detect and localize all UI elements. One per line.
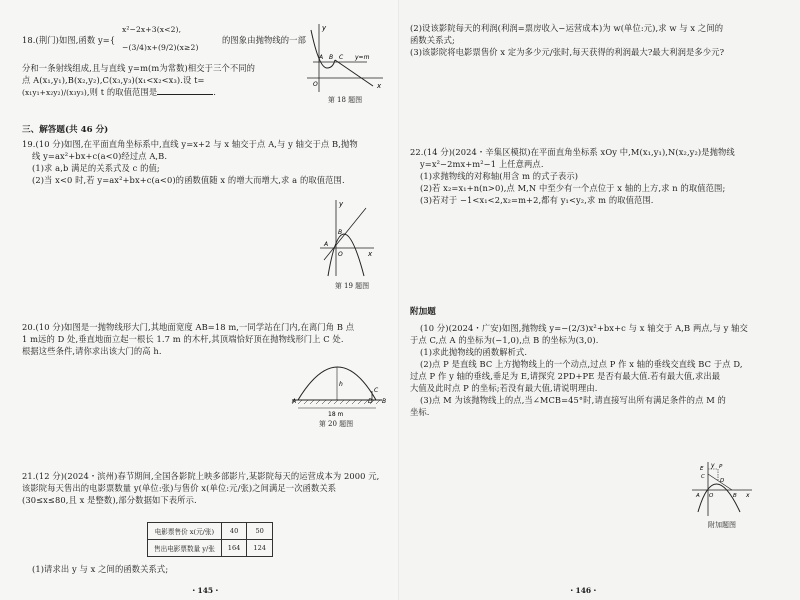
table-row	[148, 540, 273, 557]
label-c: C	[339, 54, 344, 61]
q18-caption: 第 18 题图	[327, 96, 363, 104]
right-page	[400, 0, 800, 600]
q18-intro-end: 的图象由抛物线的一部	[222, 35, 306, 45]
extra-title: 附加题	[410, 307, 436, 317]
q21-part3: (3)该影院将电影票售价 x 定为多少元/张时,每天获得的利润最大?最大利润是多少元?	[410, 47, 725, 58]
label-o: O	[338, 251, 343, 258]
q18-figure	[305, 22, 385, 94]
table-row	[148, 523, 273, 540]
q22-line4: (2)若 x₂=x₁+n(n>0),点 M,N 中至少有一个点位于 x 轴的上方,求 n 的取值范围;	[420, 183, 726, 194]
extra-line7: (3)点 M 为该抛物线上的点,当∠MCB=45°时,请直接写出所有满足条件的点 M 的	[420, 395, 726, 406]
q18-line2: 分和一条射线组成,且与直线 y=m(m为常数)相交于三个不同的	[22, 63, 256, 73]
q21-line1: 21.(12 分)(2024・滨州)春节期间,全国各影院上映多部影片,某影院每天的运营成本为 2000 元,	[22, 471, 380, 481]
q19-line2: 线 y=ax²+bx+c(a<0)经过点 A,B.	[32, 151, 168, 162]
extra-line6: 大值及此时点 P 的坐标;若没有最大值,请说明理由.	[410, 383, 598, 394]
q22-line3: (1)求抛物线的对称轴(用含 m 的式子表示)	[420, 171, 579, 182]
q22-line1: 22.(14 分)(2024・辛集区模拟)在平面直角坐标系 xOy 中,M(x₁,y₁),N(x₂,y₂)是抛物线	[410, 147, 735, 157]
extra-line8: 坐标.	[410, 407, 430, 418]
label-a: A	[324, 241, 329, 248]
question-21	[22, 470, 392, 506]
label-d: D	[720, 478, 725, 484]
extra-question	[410, 322, 790, 418]
extra-figure	[690, 460, 754, 518]
q21-part2-line1: (2)设该影院每天的利润(利润=票房收入−运营成本)为 w(单位:元),求 w 与 x 之间的	[410, 23, 724, 33]
label-y: y	[322, 24, 327, 32]
q18-intro: 18.(荆门)如图,函数 y={	[22, 35, 116, 45]
label-d: D	[368, 398, 373, 405]
ray	[335, 60, 373, 86]
label-b: B	[733, 493, 737, 499]
q20-caption: 第 20 题图	[318, 420, 354, 428]
label-a: A	[319, 54, 324, 61]
label-x: x	[368, 250, 373, 258]
q20-line2: 1 m远的 D 处,垂直地面立起一根长 1.7 m 的木杆,其顶端恰好顶在抛物线形门上 C 处.	[22, 334, 344, 345]
table-cell: 40	[221, 523, 247, 540]
ground-hatch	[292, 400, 380, 404]
q19-line1: 19.(10 分)如图,在平面直角坐标系中,直线 y=x+2 与 x 轴交于点 A,与 y 轴交于点 B,抛物	[22, 139, 358, 149]
table-cell: 124	[247, 540, 273, 557]
q21-line3: (30≤x≤80,且 x 是整数),部分数据如下表所示.	[22, 495, 197, 506]
q21-line2: 该影院每天售出的电影票数量 y(单位:张)与售价 x(单位:元/张)之间满足一次函数关系	[22, 483, 337, 494]
q20-line1: 20.(10 分)如图是一抛物线形大门,其地面宽度 AB=18 m,一同学站在门内,在离门角 B 点	[22, 322, 355, 332]
q19-line4: (2)当 x<0 时,若 y=ax²+bx+c(a<0)的函数值随 x 的增大而增大,求 a 的取值范围.	[32, 175, 345, 186]
label-c: C	[701, 474, 705, 480]
question-21-continued	[410, 22, 790, 58]
label-y: y	[711, 462, 715, 469]
q21-part1: (1)请求出 y 与 x 之间的函数关系式;	[32, 564, 169, 574]
label-y-m: y=m	[355, 54, 370, 61]
q19-figure	[318, 198, 376, 278]
label-c: C	[374, 387, 379, 394]
q20-figure	[282, 360, 390, 418]
q18-fraction: (x₁y₁+x₂y₂)/(x₃y₃)	[22, 88, 87, 98]
q18-piece-1: x²−2x+3(x<2),	[122, 25, 182, 34]
answer-blank	[157, 87, 213, 95]
label-h: h	[339, 381, 343, 388]
q22-line5: (3)若对于 −1<x₁<2,x₂=m+2,都有 y₁<y₂,求 m 的取值范围.	[420, 195, 654, 206]
label-a: A	[696, 493, 700, 499]
q18-piece-2: −(3/4)x+(9/2)(x≥2)	[122, 43, 199, 52]
label-b: B	[382, 398, 387, 405]
question-20	[22, 321, 392, 357]
page-number-left: ・145・	[190, 586, 221, 595]
table-cell: 164	[221, 540, 247, 557]
row-label-quantity: 售出电影票数量 y/张	[148, 540, 222, 557]
q19-line3: (1)求 a,b 满足的关系式及 c 的值;	[32, 163, 160, 174]
label-b: B	[329, 54, 334, 61]
extra-line3: (1)求此抛物线的函数解析式.	[420, 347, 528, 358]
q22-line2: y=x²−2mx+m²−1 上任意两点.	[420, 159, 544, 170]
extra-line4: (2)点 P 是直线 BC 上方抛物线上的一个动点,过点 P 作 x 轴的垂线交直线 BC 于点 D,	[420, 359, 743, 370]
question-19	[22, 138, 392, 186]
extra-line2: 于点 C,点 A 的坐标为(−1,0),点 B 的坐标为(3,0).	[410, 335, 599, 346]
section-title: 三、解答题(共 46 分)	[22, 125, 109, 135]
label-p: P	[719, 464, 723, 470]
line-y-x-2	[324, 208, 366, 260]
question-22	[410, 146, 790, 206]
extra-line5: 过点 P 作 y 轴的垂线,垂足为 E,请探究 2PD+PE 是否有最大值.若有最大值,求出最	[410, 371, 721, 382]
parabola	[328, 234, 364, 276]
label-e: E	[700, 466, 704, 472]
table-cell: 50	[247, 523, 273, 540]
q18-line4-tail: .	[213, 87, 217, 98]
extra-line1: (10 分)(2024・广安)如图,抛物线 y=−(2/3)x²+bx+c 与 x 轴交于 A,B 两点,与 y 轴交	[420, 323, 748, 333]
extra-caption: 附加题图	[708, 521, 736, 529]
q20-line3: 根据这些条件,请你求出该大门的高 h.	[22, 346, 162, 357]
label-a: A	[292, 398, 297, 405]
label-x: x	[746, 492, 750, 499]
q19-caption: 第 19 题图	[334, 282, 370, 290]
label-b: B	[338, 229, 343, 236]
label-width: 18 m	[328, 411, 344, 418]
q18-line4	[22, 86, 312, 99]
label-o: O	[709, 493, 714, 499]
q18-line3: 点 A(x₁,y₁),B(x₂,y₂),C(x₃,y₃)(x₁<x₂<x₃).设 t=	[22, 75, 205, 86]
label-o: O	[313, 81, 318, 88]
label-x: x	[377, 82, 382, 90]
page-number-right: ・146・	[568, 586, 599, 595]
label-y: y	[339, 200, 344, 208]
question-18	[22, 22, 312, 99]
q21-data-table	[147, 522, 273, 557]
row-label-price: 电影票售价 x(元/张)	[148, 523, 222, 540]
q18-line1	[22, 22, 312, 56]
q21-part2-line2: 函数关系式;	[410, 35, 455, 46]
q18-line4-text: ,则 t 的取值范围是	[86, 87, 158, 98]
